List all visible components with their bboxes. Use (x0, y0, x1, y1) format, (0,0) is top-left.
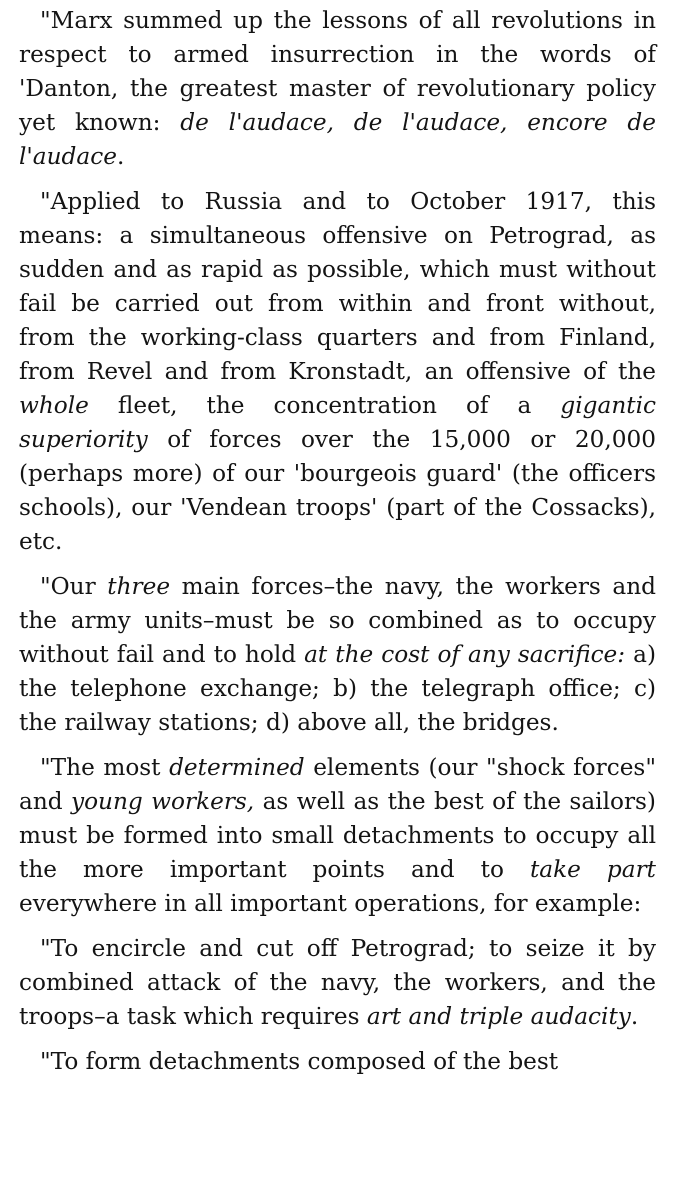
paragraph-1 (19, 4, 656, 174)
paragraph-text: "Marx summed up the lessons of all revolutions in respect to armed insurrection in the words of 'Danton, the greatest master of revolutionary policy yet known: (19, 7, 656, 136)
paragraph-text: . (630, 1003, 639, 1030)
paragraph-text: fleet, the concentration of a (88, 392, 561, 419)
paragraph-5 (19, 932, 656, 1034)
paragraph-text: "To encircle and cut off Petrograd; to seize it by combined attack of the navy, the workers, and the troops–a task which requires (19, 935, 656, 1030)
paragraph-6 (19, 1045, 656, 1079)
paragraph-text: as well as the best of the sailors) must be formed into small detachments to occupy all the more important points and to (19, 788, 656, 883)
italic-phrase: three (107, 573, 171, 600)
paragraph-text: a) the telephone exchange; b) the telegraph office; c) the railway stations; d) above all, the bridges. (19, 641, 656, 736)
paragraph-text: "To form detachments composed of the best (40, 1048, 559, 1075)
paragraph-text: "The most (40, 754, 170, 781)
italic-phrase: at the cost of any sacrifice: (304, 641, 626, 668)
paragraph-2 (19, 185, 656, 559)
italic-phrase: whole (19, 392, 89, 419)
paragraph-3 (19, 570, 656, 740)
italic-phrase: de l'audace, de l'audace, encore de l'audace (19, 109, 656, 170)
paragraph-4 (19, 751, 656, 921)
italic-phrase: determined (169, 754, 305, 781)
italic-phrase: art and triple audacity (366, 1003, 631, 1030)
paragraph-text: main forces–the navy, the workers and the army units–must be so combined as to occupy without fail and to hold (19, 573, 656, 668)
paragraph-text: of forces over the 15,000 or 20,000 (perhaps more) of our 'bourgeois guard' (the officers schools), our 'Vendean troops' (part of the Cossacks), etc. (19, 426, 656, 555)
italic-phrase: young workers, (71, 788, 255, 815)
paragraph-text: . (116, 143, 125, 170)
document-page (19, 4, 656, 1090)
paragraph-text: elements (our "shock forces" and (19, 754, 656, 815)
paragraph-text: everywhere in all important operations, for example: (19, 890, 642, 917)
paragraph-text: "Applied to Russia and to October 1917, this means: a simultaneous offensive on Petrograd, as sudden and as rapid as possible, which must without fail be carried out from within and front without, from the working-class quarters and from Finland, from Revel and from Kronstadt, an offensive of the (19, 188, 656, 385)
paragraph-text: "Our (40, 573, 108, 600)
italic-phrase: gigantic superiority (19, 392, 656, 453)
italic-phrase: take part (529, 856, 657, 883)
